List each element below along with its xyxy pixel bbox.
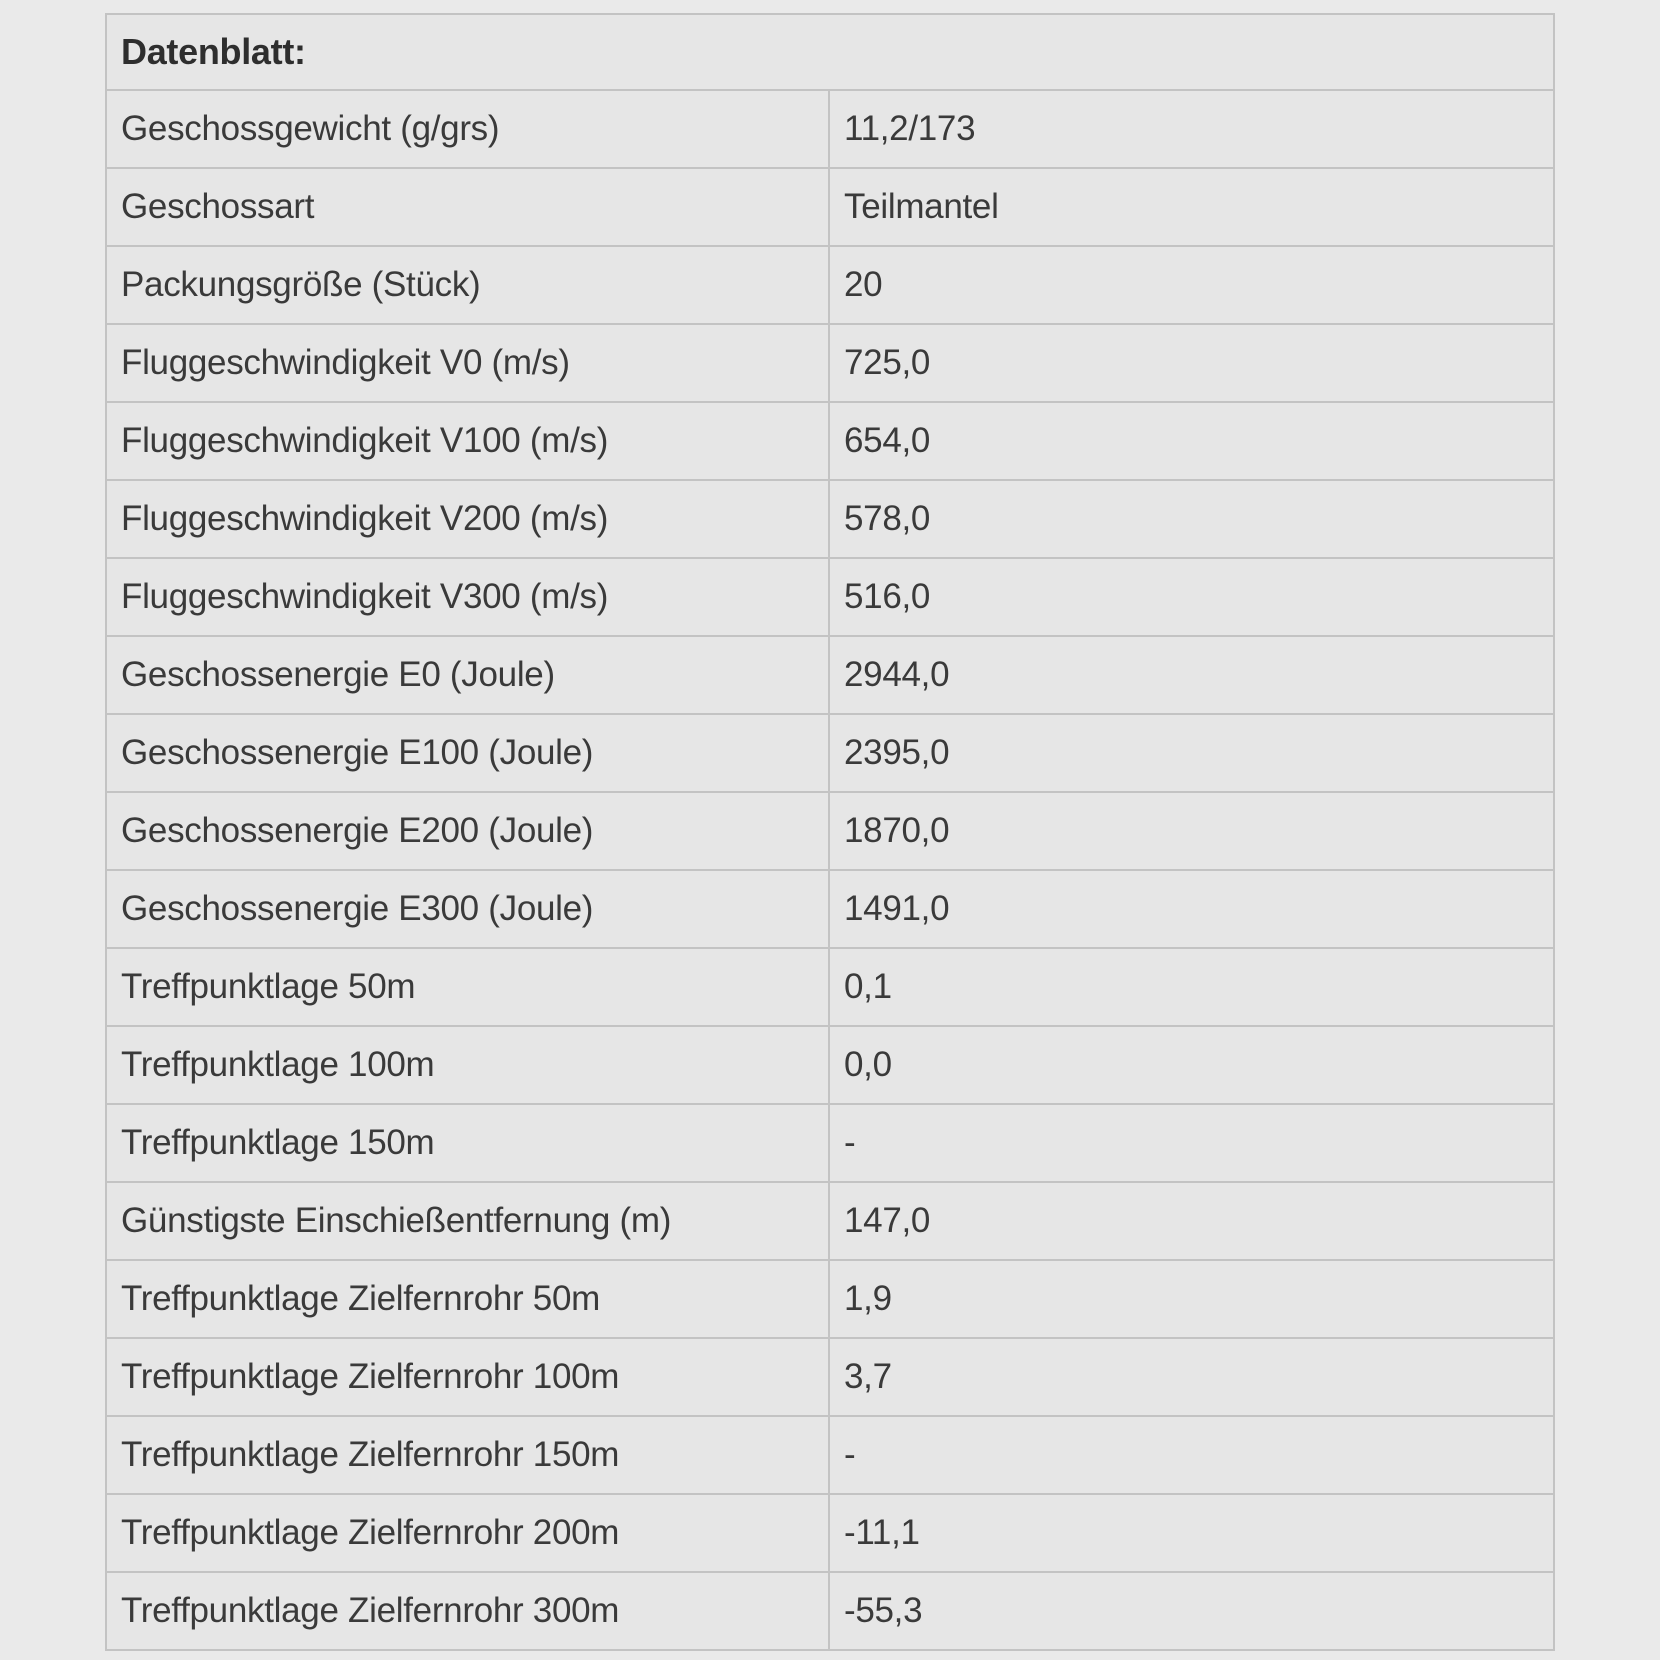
table-row [106,1572,1554,1650]
row-value: 2944,0 [829,636,1554,714]
row-value: - [829,1104,1554,1182]
row-value: 147,0 [829,1182,1554,1260]
row-value: 0,0 [829,1026,1554,1104]
row-label: Geschossenergie E100 (Joule) [106,714,829,792]
table-row [106,324,1554,402]
row-label: Geschossgewicht (g/grs) [106,90,829,168]
table-row [106,246,1554,324]
row-label: Günstigste Einschießentfernung (m) [106,1182,829,1260]
row-value: Teilmantel [829,168,1554,246]
row-label: Fluggeschwindigkeit V200 (m/s) [106,480,829,558]
table-row [106,1182,1554,1260]
row-value: 1,9 [829,1260,1554,1338]
row-value: 725,0 [829,324,1554,402]
row-value: 11,2/173 [829,90,1554,168]
row-label: Fluggeschwindigkeit V100 (m/s) [106,402,829,480]
row-value: 3,7 [829,1338,1554,1416]
table-row [106,792,1554,870]
row-label: Fluggeschwindigkeit V300 (m/s) [106,558,829,636]
datasheet-section [105,13,1553,1651]
datasheet-body [106,90,1554,1650]
row-label: Packungsgröße (Stück) [106,246,829,324]
datasheet-header [106,14,1554,90]
table-row [106,480,1554,558]
row-value: 0,1 [829,948,1554,1026]
row-label: Geschossenergie E0 (Joule) [106,636,829,714]
datasheet-title: Datenblatt: [106,14,1554,90]
row-label: Treffpunktlage Zielfernrohr 300m [106,1572,829,1650]
table-row [106,636,1554,714]
table-row [106,1026,1554,1104]
row-label: Treffpunktlage 150m [106,1104,829,1182]
table-row [106,1338,1554,1416]
row-label: Treffpunktlage 100m [106,1026,829,1104]
row-label: Treffpunktlage Zielfernrohr 200m [106,1494,829,1572]
row-value: 516,0 [829,558,1554,636]
table-row [106,948,1554,1026]
row-value: 20 [829,246,1554,324]
row-value: 2395,0 [829,714,1554,792]
table-row [106,1104,1554,1182]
row-label: Geschossart [106,168,829,246]
table-row [106,168,1554,246]
table-row [106,1494,1554,1572]
row-value: 578,0 [829,480,1554,558]
row-value: 654,0 [829,402,1554,480]
table-row [106,558,1554,636]
table-row [106,1416,1554,1494]
row-value: 1870,0 [829,792,1554,870]
row-label: Treffpunktlage Zielfernrohr 100m [106,1338,829,1416]
table-row [106,714,1554,792]
row-label: Fluggeschwindigkeit V0 (m/s) [106,324,829,402]
row-value: - [829,1416,1554,1494]
row-label: Treffpunktlage Zielfernrohr 150m [106,1416,829,1494]
datasheet-title-row [106,14,1554,90]
table-row [106,90,1554,168]
row-label: Treffpunktlage Zielfernrohr 50m [106,1260,829,1338]
row-label: Geschossenergie E300 (Joule) [106,870,829,948]
row-value: 1491,0 [829,870,1554,948]
row-value: -55,3 [829,1572,1554,1650]
datasheet-table [105,13,1555,1651]
table-row [106,870,1554,948]
row-label: Treffpunktlage 50m [106,948,829,1026]
row-value: -11,1 [829,1494,1554,1572]
table-row [106,402,1554,480]
table-row [106,1260,1554,1338]
row-label: Geschossenergie E200 (Joule) [106,792,829,870]
